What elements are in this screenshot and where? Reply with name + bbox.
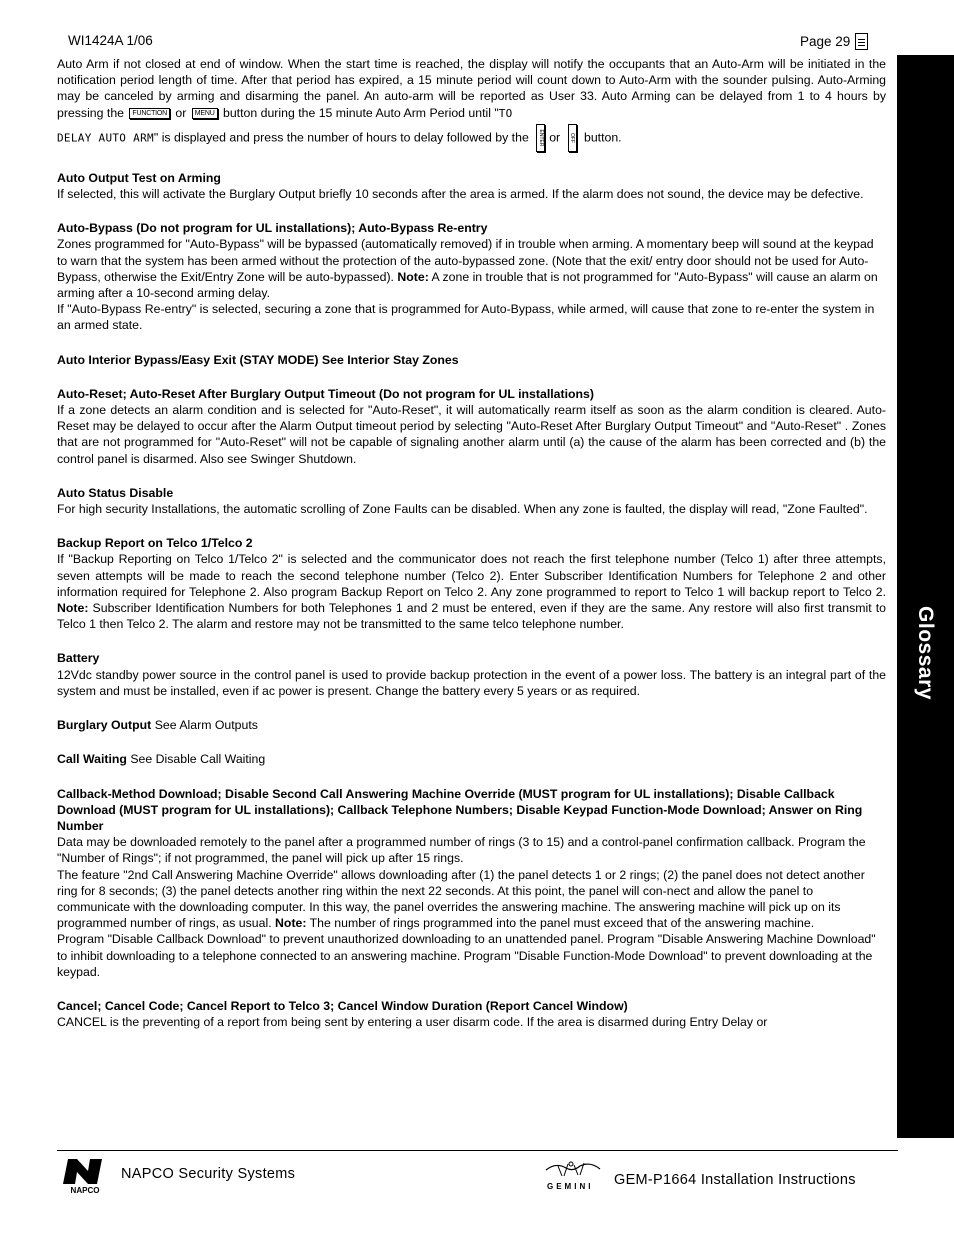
auto-interior-heading: Auto Interior Bypass/Easy Exit (STAY MODE) See Interior Stay Zones (57, 352, 459, 367)
sidebar-label: Glossary (914, 606, 937, 700)
callback-body-3: Program "Disable Callback Download" to prevent unauthorized downloading to an unattended panel. Program "Disable Answering Machine Download" to inhibit downloading to a telephone connected to an answering machine. Program "Disable Function-Mode Download" to prevent downloading at the keypad. (57, 932, 876, 979)
product-name: GEM-P1664 Installation Instructions (614, 1172, 856, 1188)
cancel-heading: Cancel; Cancel Code; Cancel Report to Telco 3; Cancel Window Duration (Report Cancel Window) (57, 998, 628, 1013)
backup-report-heading: Backup Report on Telco 1/Telco 2 (57, 536, 253, 551)
document-id: WI1424A 1/06 (68, 33, 153, 48)
page-number (800, 33, 868, 50)
battery-heading: Battery (57, 651, 100, 666)
gemini-logo-word: GEMINI (547, 1182, 594, 1191)
note-label: Note: (57, 601, 89, 616)
auto-arm-paragraph-cont: DELAY AUTO ARM" is displayed and press the number of hours to delay followed by the ENTER or OFF button. (57, 124, 886, 152)
page-label: Page 29 (800, 34, 851, 49)
callback-body-2: The feature "2nd Call Answering Machine Override" allows downloading after (1) the panel detects 1 or 2 rings; (2) the panel does not detect another ring for 8 seconds; (3) the panel detects another ring within the next 22 seconds. At this point, the panel will con-nect and allow the panel to communicate with the downloading computer. In this way, the panel overrides the answering machine. The answering machine will pick up on its programmed number of rings, as usual. Note: The number of rings programmed into the panel must exceed that of the answering machine. (57, 867, 865, 931)
auto-output-test-heading: Auto Output Test on Arming (57, 170, 221, 185)
auto-output-test-body: If selected, this will activate the Burglary Output briefly 10 seconds after the area is armed. If the alarm does not sound, the device may be defective. (57, 187, 864, 202)
function-key-icon: FUNCTION (129, 108, 170, 119)
company-name: NAPCO Security Systems (121, 1166, 296, 1182)
backup-report-body: If "Backup Reporting on Telco 1/Telco 2" is selected and the communicator does not reach the first telephone number (Telco 1) after three attempts, seven attempts will be made to reach the second telephone number (Telco 2). Enter Subscriber Identification Numbers for Telephone 2 and other information required for Telephone 2. Also program Backup Report on Telco 2. Any zone programmed to report to Telco 1 will backup report to Telco 2. Note: Subscriber Identification Numbers for both Telephones 1 and 2 must be entered, even if they are the same. Any restore will also first transmit to Telco 1 then Telco 2. The alarm and restore may not be transmitted to the same telco telephone number. (57, 552, 886, 632)
napco-logo (62, 1158, 108, 1197)
burglary-output-entry: Burglary Output See Alarm Outputs (57, 718, 258, 733)
lcd-text-to: TO (498, 106, 513, 120)
auto-reset-heading: Auto-Reset; Auto-Reset After Burglary Output Timeout (Do not program for UL installations) (57, 386, 594, 401)
auto-status-body: For high security Installations, the automatic scrolling of Zone Faults can be disabled. When any zone is faulted, the display will read, "Zone Faulted". (57, 502, 868, 517)
document-icon (855, 33, 868, 50)
enter-key-icon: ENTER (536, 124, 545, 152)
auto-arm-paragraph: Auto Arm if not closed at end of window. When the start time is reached, the display will notify the occupants that an Auto-Arm will be initiated in the notification period length of time. After that period has expired, a 15 minute period will count down to Auto-Arm with the sounder pulsing. Auto-Arming may be canceled by arming and disarming the panel. An auto-arm will be reported as User 33. Auto Arming can be delayed from 1 to 4 hours by pressing the FUNCTION or MENU button during the 15 minute Auto Arm Period until "TO (57, 57, 886, 120)
battery-body: 12Vdc standby power source in the control panel is used to provide backup protection in the event of a power loss. The battery is an integral part of the system and must be installed, even if ac power is present. Change the battery every 5 years or as required. (57, 667, 886, 698)
auto-bypass-reentry-body: If "Auto-Bypass Re-entry" is selected, securing a zone that is programmed for Auto-Bypass, while armed, will cause that zone to re-enter the system in an armed state. (57, 302, 875, 333)
auto-status-heading: Auto Status Disable (57, 485, 174, 500)
note-label: Note: (275, 916, 307, 931)
callback-body-1: Data may be downloaded remotely to the panel after a programmed number of rings (3 to 15) and a control-panel confirmation callback. Program the "Number of Rings"; if not programmed, the panel will pick up after 15 rings. (57, 835, 866, 866)
auto-bypass-heading: Auto-Bypass (Do not program for UL installations); Auto-Bypass Re-entry (57, 221, 488, 236)
call-waiting-entry: Call Waiting See Disable Call Waiting (57, 752, 266, 767)
napco-logo-icon (62, 1158, 108, 1194)
auto-reset-body: If a zone detects an alarm condition and is selected for "Auto-Reset", it will automatically rearm itself as soon as the alarm condition is cleared. Auto-Reset may be delayed to occur after the Alarm Output timeout period by selecting "Auto-Reset After Burglary Output Timeout" and "Auto-Reset" . Zones that are not programmed for "Auto-Reset" will not be capable of signaling another alarm until (a) the cause of the alarm has been corrected and (b) the control panel is disarmed. Also see Swinger Shutdown. (57, 403, 886, 466)
glossary-sidebar-tab (897, 55, 954, 1138)
napco-logo-word: NAPCO (70, 1186, 100, 1194)
off-key-icon: OFF (568, 124, 577, 152)
auto-bypass-body: Zones programmed for "Auto-Bypass" will be bypassed (automatically removed) if in trouble when arming. A momentary beep will sound at the keypad to warn that the system has been armed without the protection of the auto-bypassed zone. (Note that the exit/ entry door should not be used for Auto-Bypass, otherwise the Exit/Entry Zone will be auto-bypassed). Note: A zone in trouble that is not programmed for "Auto-Bypass" will cause an alarm on arming after a 10-second arming delay. (57, 237, 878, 301)
cancel-body: CANCEL is the preventing of a report from being sent by entering a user disarm code. If the area is disarmed during Entry Delay or (57, 1015, 768, 1030)
lcd-text-delay-auto-arm: DELAY AUTO ARM (57, 131, 154, 145)
menu-key-icon: MENU (192, 108, 218, 119)
footer-divider (57, 1150, 898, 1151)
note-label: Note: (397, 269, 429, 284)
glossary-content (57, 56, 886, 1030)
callback-heading: Callback-Method Download; Disable Second Call Answering Machine Override (MUST program for UL installations); Disable Callback Download (MUST program for UL installations); Callback Telephone Numbers; Disable Keypad Function-Mode Download; Answer on Ring Number (57, 786, 863, 833)
